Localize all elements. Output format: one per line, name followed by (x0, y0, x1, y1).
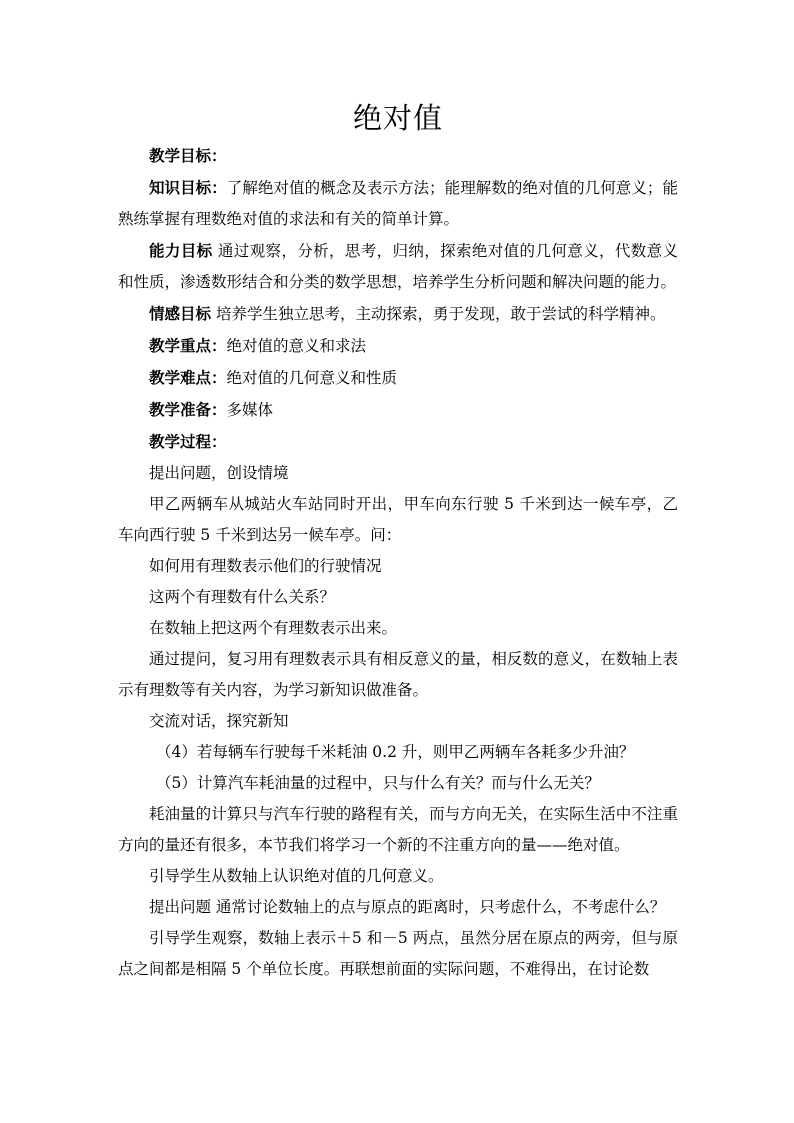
emotion-objective-text: 培养学生独立思考，主动探索，勇于发现，敢于尝试的科学精神。 (215, 305, 666, 323)
paragraph: 通过提问，复习用有理数表示具有相反意义的量，相反数的意义，在数轴上表示有理数等有关内容，为学习新知识做准备。 (118, 650, 678, 699)
process-heading-label: 教学过程： (149, 432, 227, 451)
key-point-text: 绝对值的意义和求法 (226, 337, 367, 355)
knowledge-objective-text: 了解绝对值的概念及表示方法；能理解数的绝对值的几何意义；能熟练掌握有理数绝对值的求法和有关的简单计算。 (118, 179, 678, 228)
paragraph: 耗油量的计算只与汽车行驶的路程有关，而与方向无关，在实际生活中不注重方向的量还有很多，本节我们将学习一个新的不注重方向的量——绝对值。 (118, 805, 678, 854)
difficulty (118, 362, 678, 394)
ability-objective-text: 通过观察，分析，思考，归纳，探索绝对值的几何意义，代数意义和性质，渗透数形结合和分类的数学思想，培养学生分析问题和解决问题的能力。 (118, 242, 678, 291)
page-title: 绝对值 (352, 101, 443, 135)
key-point (118, 330, 678, 362)
paragraph: 提出问题，创设情境 (149, 464, 289, 482)
question-item: （4）若每辆车行驶每千米耗油 0.2 升，则甲乙两辆车各耗多少升油？ (156, 743, 635, 761)
paragraph: 如何用有理数表示他们的行驶情况 (149, 557, 382, 575)
knowledge-objective-label: 知识目标： (149, 178, 227, 197)
objectives-heading (118, 140, 678, 172)
preparation-text: 多媒体 (226, 401, 274, 419)
ability-objective (118, 235, 678, 298)
question-item: （5）计算汽车耗油量的过程中，只与什么有关？而与什么无关？ (156, 774, 600, 792)
paragraph: 引导学生从数轴上认识绝对值的几何意义。 (149, 867, 444, 885)
emotion-objective (118, 298, 678, 330)
preparation (118, 394, 678, 426)
preparation-label: 教学准备： (149, 400, 227, 419)
objectives-heading-label: 教学目标： (149, 146, 227, 165)
paragraph: 引导学生观察，数轴上表示＋5 和－5 两点，虽然分居在原点的两旁，但与原点之间都是相隔 5 个单位长度。再联想前面的实际问题，不难得出，在讨论数 (118, 929, 678, 978)
process-heading (118, 426, 678, 458)
paragraph: 甲乙两辆车从城站火车站同时开出，甲车向东行驶 5 千米到达一候车亭，乙车向西行驶 5 千米到达另一候车亭。问： (118, 495, 678, 544)
paragraph: 在数轴上把这两个有理数表示出来。 (149, 619, 398, 637)
ability-objective-label: 能力目标 (149, 241, 213, 260)
difficulty-label: 教学难点： (149, 368, 227, 387)
paragraph: 提出问题 通常讨论数轴上的点与原点的距离时，只考虑什么，不考虑什么？ (149, 898, 666, 916)
paragraph: 交流对话，探究新知 (149, 712, 289, 730)
document-page (118, 96, 678, 985)
knowledge-objective (118, 172, 678, 235)
emotion-objective-label: 情感目标 (149, 304, 212, 323)
difficulty-text: 绝对值的几何意义和性质 (226, 369, 398, 387)
key-point-label: 教学重点： (149, 336, 227, 355)
paragraph: 这两个有理数有什么关系？ (149, 588, 336, 606)
